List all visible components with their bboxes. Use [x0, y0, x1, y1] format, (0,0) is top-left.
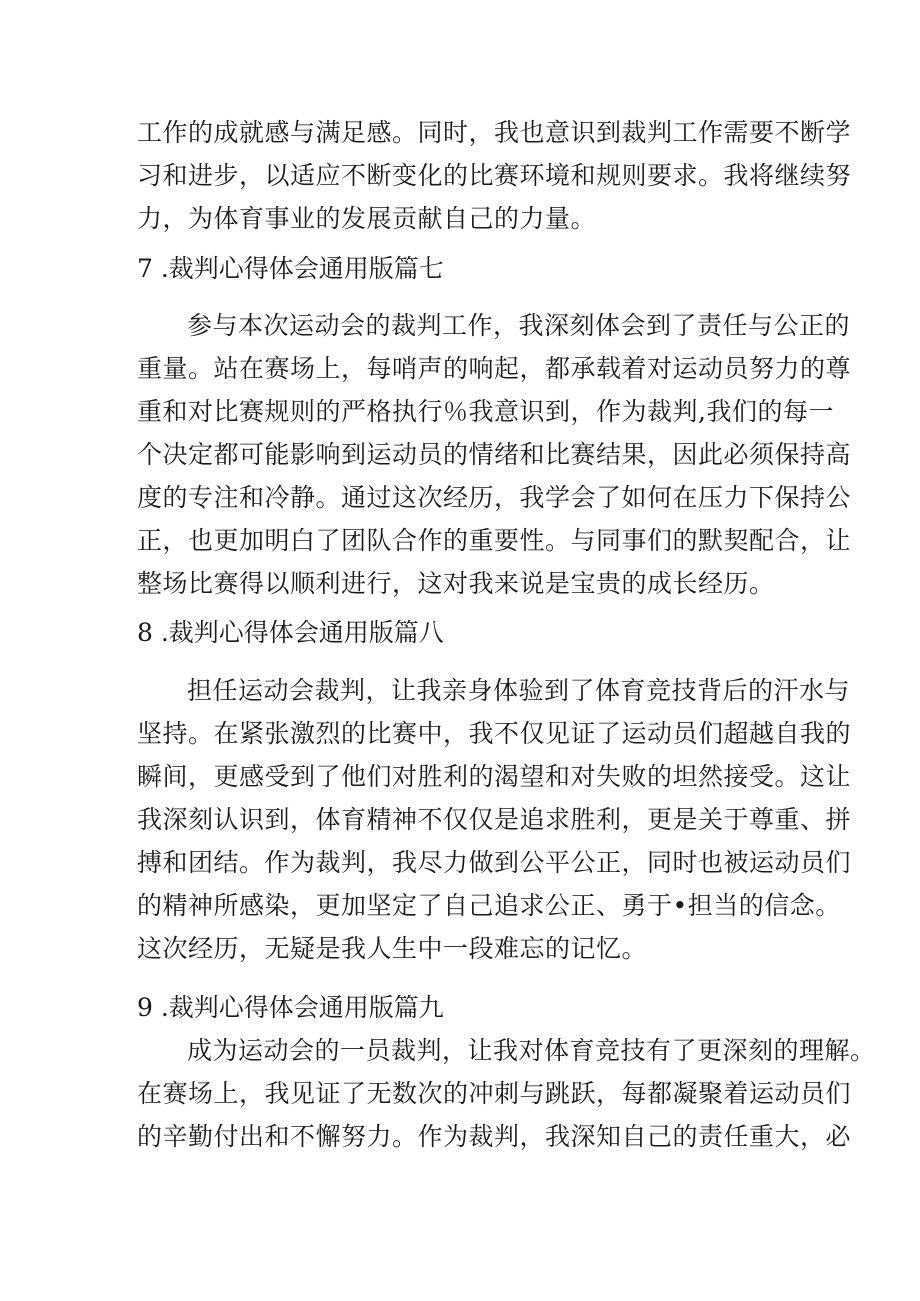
section-heading-8: 8 .裁判心得体会通用版篇八: [137, 618, 444, 647]
paragraph-line: 在赛场上，我见证了无数次的冲刺与跳跃，每都凝聚着运动员们: [137, 1079, 852, 1108]
paragraph-line: 工作的成就感与满足感。同时，我也意识到裁判工作需要不断学: [137, 118, 852, 147]
paragraph-line: 的精神所感染，更加坚定了自己追求公正、勇于•担当的信念。: [137, 891, 841, 920]
paragraph-line: 度的专注和冷静。通过这次经历，我学会了如何在压力下保持公: [137, 483, 852, 512]
paragraph-line: 力，为体育事业的发展贡献自己的力量。: [137, 204, 597, 233]
paragraph-line: 成为运动会的一员裁判，让我对体育竞技有了更深刻的理解。: [187, 1036, 876, 1065]
paragraph-line: 我深刻认识到，体育精神不仅仅是追求胜利，更是关于尊重、拼: [137, 805, 852, 834]
paragraph-line: 重和对比赛规则的严格执行％我意识到，作为裁判,我们的每一: [137, 397, 834, 426]
paragraph-line: 正，也更加明白了团队合作的重要性。与同事们的默契配合，让: [137, 526, 852, 555]
paragraph-line: 担任运动会裁判，让我亲身体验到了体育竞技背后的汗水与: [187, 676, 851, 705]
paragraph-line: 重量。站在赛场上，每哨声的响起，都承载着对运动员努力的尊: [137, 354, 852, 383]
paragraph-line: 的辛勤付出和不懈努力。作为裁判，我深知自己的责任重大，必: [137, 1122, 852, 1151]
paragraph-line: 搏和团结。作为裁判，我尽力做到公平公正，同时也被运动员们: [137, 848, 852, 877]
section-heading-7: 7 .裁判心得体会通用版篇七: [137, 254, 444, 283]
paragraph-line: 个决定都可能影响到运动员的情绪和比赛结果，因此必须保持高: [137, 440, 852, 469]
paragraph-line: 习和进步，以适应不断变化的比赛环境和规则要求。我将继续努: [137, 161, 852, 190]
paragraph-line: 参与本次运动会的裁判工作，我深刻体会到了责任与公正的: [187, 311, 851, 340]
section-heading-9: 9 .裁判心得体会通用版篇九: [137, 993, 444, 1022]
paragraph-line: 瞬间，更感受到了他们对胜利的渴望和对失败的坦然接受。这让: [137, 762, 852, 791]
paragraph-line: 整场比赛得以顺利进行，这对我来说是宝贵的成长经历。: [137, 569, 775, 598]
paragraph-line: 坚持。在紧张激烈的比赛中，我不仅见证了运动员们超越自我的: [137, 719, 852, 748]
paragraph-line: 这次经历，无疑是我人生中一段难忘的记忆。: [137, 934, 648, 963]
